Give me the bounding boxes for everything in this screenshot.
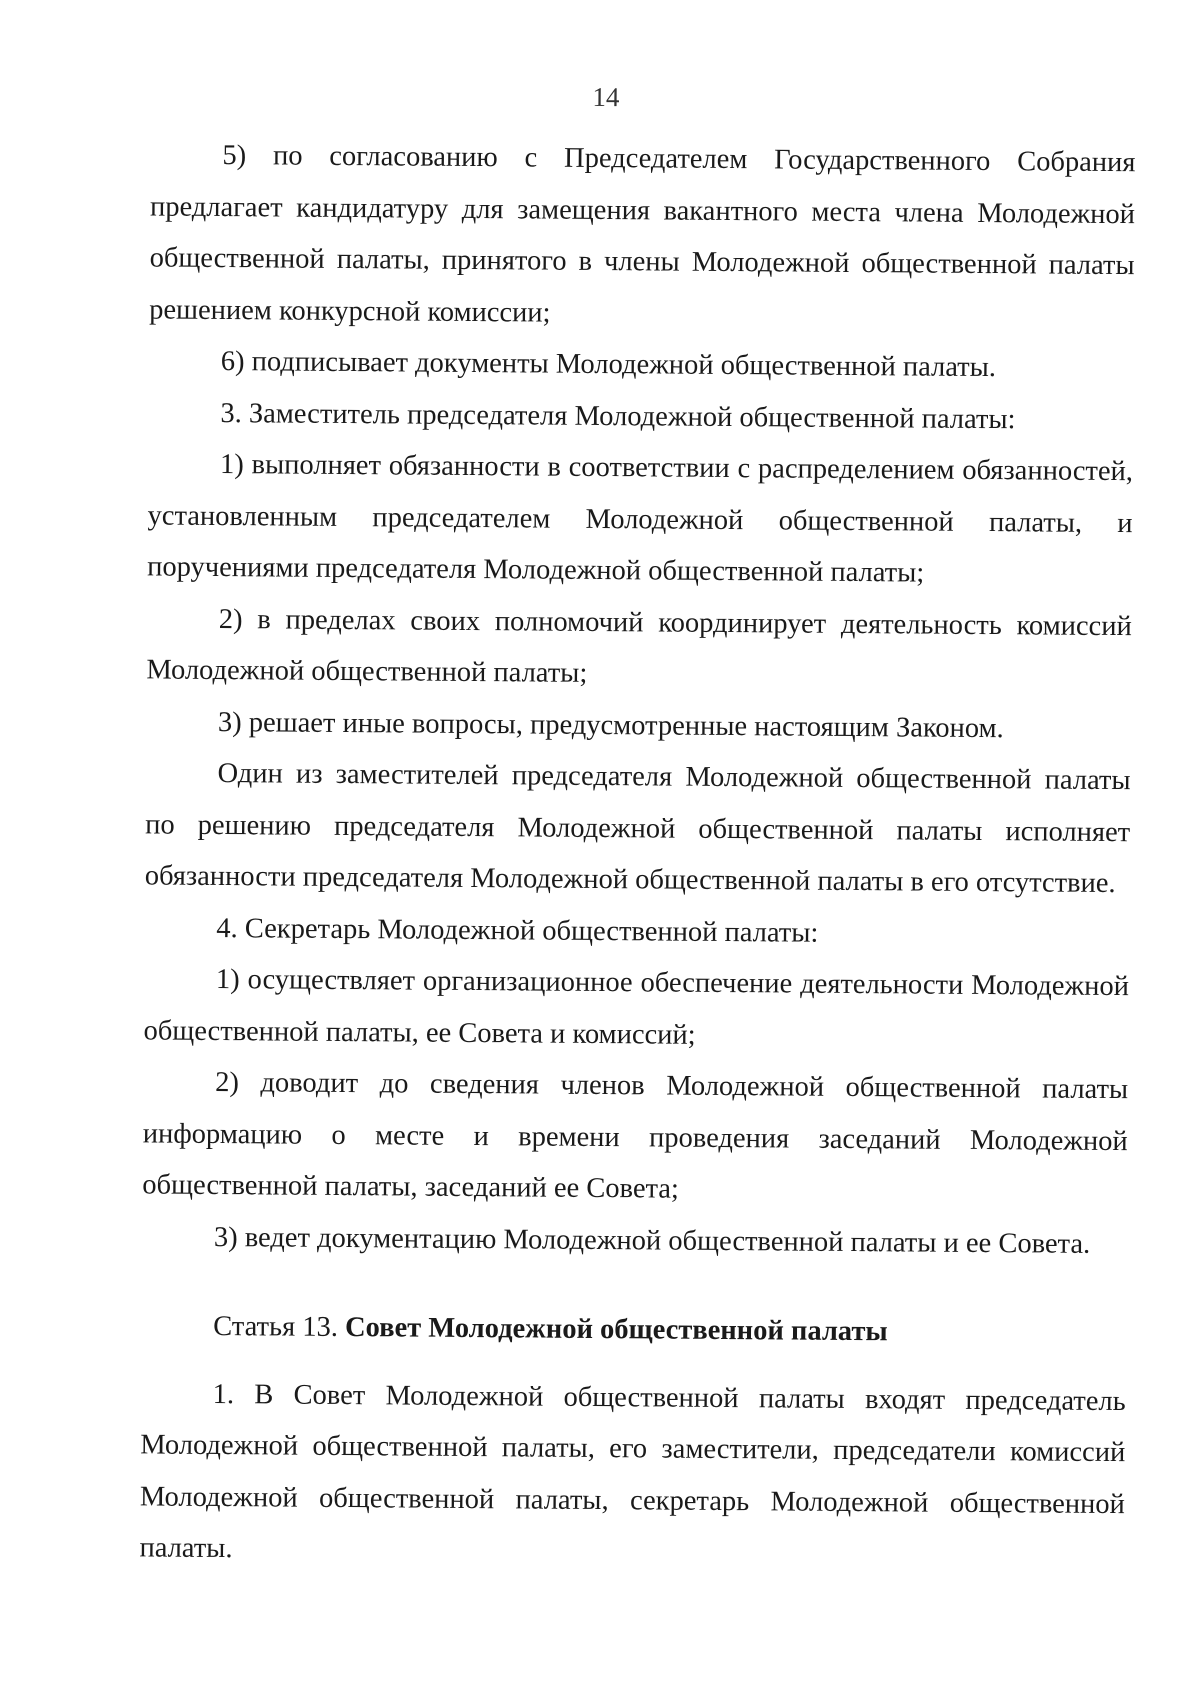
paragraph: 3. Заместитель председателя Молодежной общественной палаты: (220, 397, 1016, 435)
article-heading (141, 1300, 1126, 1359)
paragraph: 2) доводит до сведения членов Молодежной общественной палаты информацию о месте и времени проведения заседаний Молодежной общественной палаты, заседаний ее Совета; (142, 1066, 1129, 1205)
paragraph: 1. В Совет Молодежной общественной палаты входят председатель Молодежной общественной палаты, его заместители, председатели комиссий Молодежной общественной палаты, секретарь Молодежной общественной палаты. (139, 1378, 1126, 1565)
paragraph: 3) решает иные вопросы, предусмотренные настоящим Законом. (217, 706, 1004, 744)
paragraph: 3) ведет документацию Молодежной общественной палаты и ее Совета. (213, 1221, 1091, 1260)
paragraph: 1) осуществляет организационное обеспечение деятельности Молодежной общественной палаты, ее Совета и комиссий; (143, 963, 1130, 1051)
paragraph: 1) выполняет обязанности в соответствии с распределением обязанностей, установленным председателем Молодежной общественной палаты, и поручениями председателя Молодежной общественной палаты; (147, 449, 1134, 589)
document-body (139, 129, 1135, 1581)
paragraph: 4. Секретарь Молодежной общественной палаты: (216, 912, 819, 949)
page-number: 14 (592, 81, 620, 113)
paragraph: 2) в пределах своих полномочий координирует деятельность комиссий Молодежной общественной палаты; (146, 603, 1132, 689)
article-title: Совет Молодежной общественной палаты (344, 1312, 888, 1348)
paragraph: 5) по согласованию с Председателем Государственного Собрания предлагает кандидатуру для замещения вакантного места члена Молодежной общественной палаты, принятого в члены Молодежной общественной палаты решением конкурсной комиссии; (149, 140, 1136, 329)
paragraph: Один из заместителей председателя Молодежной общественной палаты по решению председателя Молодежной общественной палаты исполняет обязанности председателя Молодежной общественной палаты в его отсутствие. (144, 757, 1131, 900)
paragraph: 6) подписывает документы Молодежной общественной палаты. (220, 346, 997, 384)
article-label: Статья 13. (213, 1310, 339, 1343)
